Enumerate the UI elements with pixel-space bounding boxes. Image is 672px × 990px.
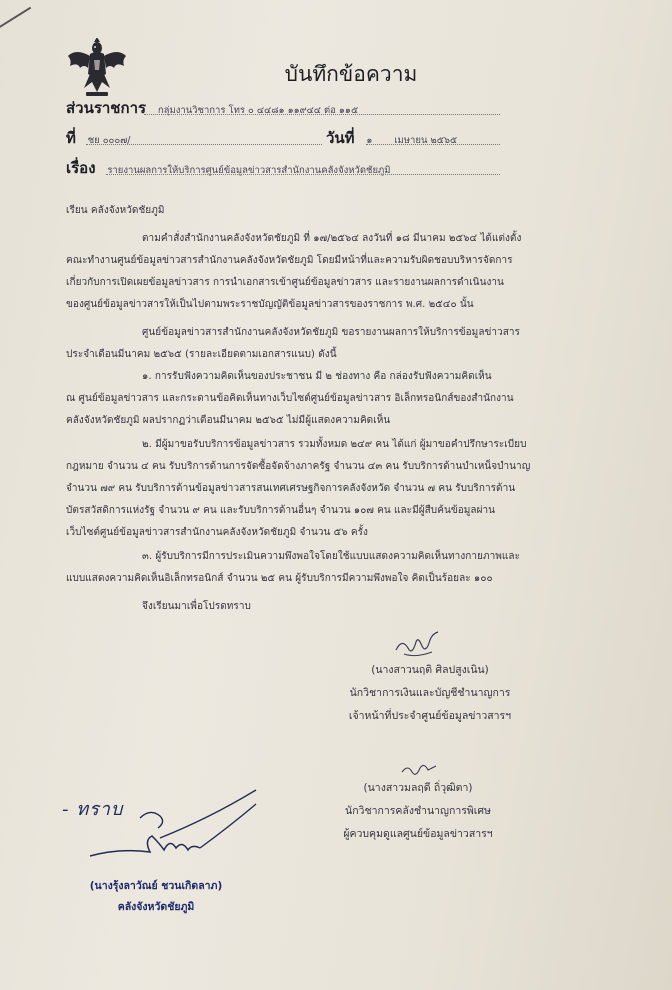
agency-value: กลุ่มงานวิชาการ โทร ๐ ๔๔๘๑ ๑๑๙๔๔ ต่อ ๑๑๕ xyxy=(157,105,359,116)
item1-line: ๑. การรับฟังความคิดเห็นของประชาชน มี ๒ ช่องทาง คือ กล่องรับฟังความคิดเห็น xyxy=(142,371,492,382)
signer2-name: (นางสาวมลฤดี ถิ่วุฒิตา) xyxy=(363,782,473,794)
para1-line: ของศูนย์ข้อมูลข่าวสารให้เป็นไปตามพระราชบัญญัติข้อมูลข่าวสารของราชการ พ.ศ. ๒๕๔๐ นั้น xyxy=(66,299,474,310)
date-row xyxy=(326,126,457,150)
subject-value: รายงานผลการให้บริการศูนย์ข้อมูลข่าวสารสำนักงานคลังจังหวัดชัยภูมิ xyxy=(107,165,391,176)
closing-line: จึงเรียนมาเพื่อโปรดทราบ xyxy=(142,601,251,612)
acknowledge-note: - ทราบ xyxy=(62,799,124,820)
subject-row xyxy=(66,156,391,180)
subject-dotline xyxy=(106,174,500,175)
ref-dotline xyxy=(86,144,322,145)
pen-mark xyxy=(0,7,31,34)
signature-1 xyxy=(392,628,442,662)
salutation: เรียน คลังจังหวัดชัยภูมิ xyxy=(66,205,165,216)
signer2-position: นักวิชาการคลังชำนาญการพิเศษ xyxy=(345,805,491,817)
date-label: วันที่ xyxy=(326,129,355,147)
item1-line: ณ ศูนย์ข้อมูลข่าวสาร และกระดานข้อคิดเห็นทางเว็บไซต์ศูนย์ข้อมูลข่าวสาร อิเล็กทรอนิกส์ของสำนักงาน xyxy=(66,393,514,404)
item2-line: กฎหมาย จำนวน ๔ คน รับบริการด้านการจัดซื้อจัดจ้างภาครัฐ จำนวน ๔๓ คน รับบริการด้านบำเหน็จบำนาญ xyxy=(66,461,531,472)
signer2-position: ผู้ควบคุมดูแลศูนย์ข้อมูลข่าวสารฯ xyxy=(343,828,493,840)
signer1-name: (นางสาวนฤติ ศิลปสูงเนิน) xyxy=(371,664,489,676)
signer1-position: เจ้าหน้าที่ประจำศูนย์ข้อมูลข่าวสารฯ xyxy=(348,710,512,722)
item2-line: เว็บไซต์ศูนย์ข้อมูลข่าวสารสำนักงานคลังจังหวัดชัยภูมิ จำนวน ๕๖ ครั้ง xyxy=(66,527,368,538)
para1-line: ตามคำสั่งสำนักงานคลังจังหวัดชัยภูมิ ที่ ๑๗/๒๕๖๔ ลงวันที่ ๑๘ มีนาคม ๒๕๖๔ ได้แต่งตั้ง xyxy=(142,233,522,244)
ref-row xyxy=(66,126,131,150)
ref-value: ชย ๐๐๐๗/ xyxy=(87,135,131,146)
item1-line: คลังจังหวัดชัยภูมิ ผลปรากฏว่าเดือนมีนาคม ๒๕๖๕ ไม่มีผู้แสดงความคิดเห็น xyxy=(66,415,391,426)
acknowledge-position: คลังจังหวัดชัยภูมิ xyxy=(117,901,195,913)
agency-row xyxy=(66,96,358,120)
para2-line: ประจำเดือนมีนาคม ๒๕๖๕ (รายละเอียดตามเอกสารแนบ) ดังนี้ xyxy=(66,349,337,360)
date-day: ๑ xyxy=(366,135,373,146)
item2-line: บัตรสวัสดิการแห่งรัฐ จำนวน ๙ คน และรับบริการด้านอื่นๆ จำนวน ๑๐๗ คน และมีผู้สืบค้นข้อมูลผ่าน xyxy=(66,505,496,516)
item2-line: ๒. มีผู้มาขอรับบริการข้อมูลข่าวสาร รวมทั้งหมด ๒๔๙ คน ได้แก่ ผู้มาขอคำปรึกษาระเบียบ xyxy=(142,439,527,450)
signer1-position: นักวิชาการเงินและบัญชีชำนาญการ xyxy=(349,687,511,699)
item2-line: จำนวน ๗๙ คน รับบริการด้านข้อมูลข่าวสารสนเทศเศรษฐกิจการคลังจังหวัด จำนวน ๗ คน รับบริการด้าน xyxy=(66,483,516,494)
para2-line: ศูนย์ข้อมูลข่าวสารสำนักงานคลังจังหวัดชัยภูมิ ขอรายงานผลการให้บริการข้อมูลข่าวสาร xyxy=(142,327,520,338)
acknowledge-name: (นางรุ้งลาวัณย์ ชวนเกิดลาภ) xyxy=(89,880,223,892)
para1-line: เกี่ยวกับการเปิดเผยข้อมูลข่าวสาร การนำเอกสารเข้าศูนย์ข้อมูลข่าวสาร และรายงานผลการดำเนินงาน xyxy=(66,277,504,288)
signature-3 xyxy=(80,778,260,868)
signature-2 xyxy=(400,760,440,778)
agency-label: ส่วนราชการ xyxy=(66,99,147,117)
subject-label: เรื่อง xyxy=(66,159,96,177)
item3-line: ๓. ผู้รับบริการมีการประเมินความพึงพอใจโดยใช้แบบแสดงความคิดเห็นทางกายภาพและ xyxy=(142,551,520,562)
item3-line: แบบแสดงความคิดเห็นอิเล็กทรอนิกส์ จำนวน ๒๕ คน ผู้รับบริการมีความพึงพอใจ คิดเป็นร้อยละ ๑๐๐ xyxy=(66,573,493,584)
memo-title: บันทึกข้อความ xyxy=(284,62,418,86)
date-month-year: เมษายน ๒๕๖๕ xyxy=(394,135,458,146)
agency-dotline xyxy=(144,114,500,115)
date-dotline xyxy=(366,144,500,145)
para1-line: คณะทำงานศูนย์ข้อมูลข่าวสารสำนักงานคลังจังหวัดชัยภูมิ โดยมีหน้าที่และความรับผิดชอบบริหารจัดการ xyxy=(66,255,513,266)
ref-label: ที่ xyxy=(66,129,76,147)
